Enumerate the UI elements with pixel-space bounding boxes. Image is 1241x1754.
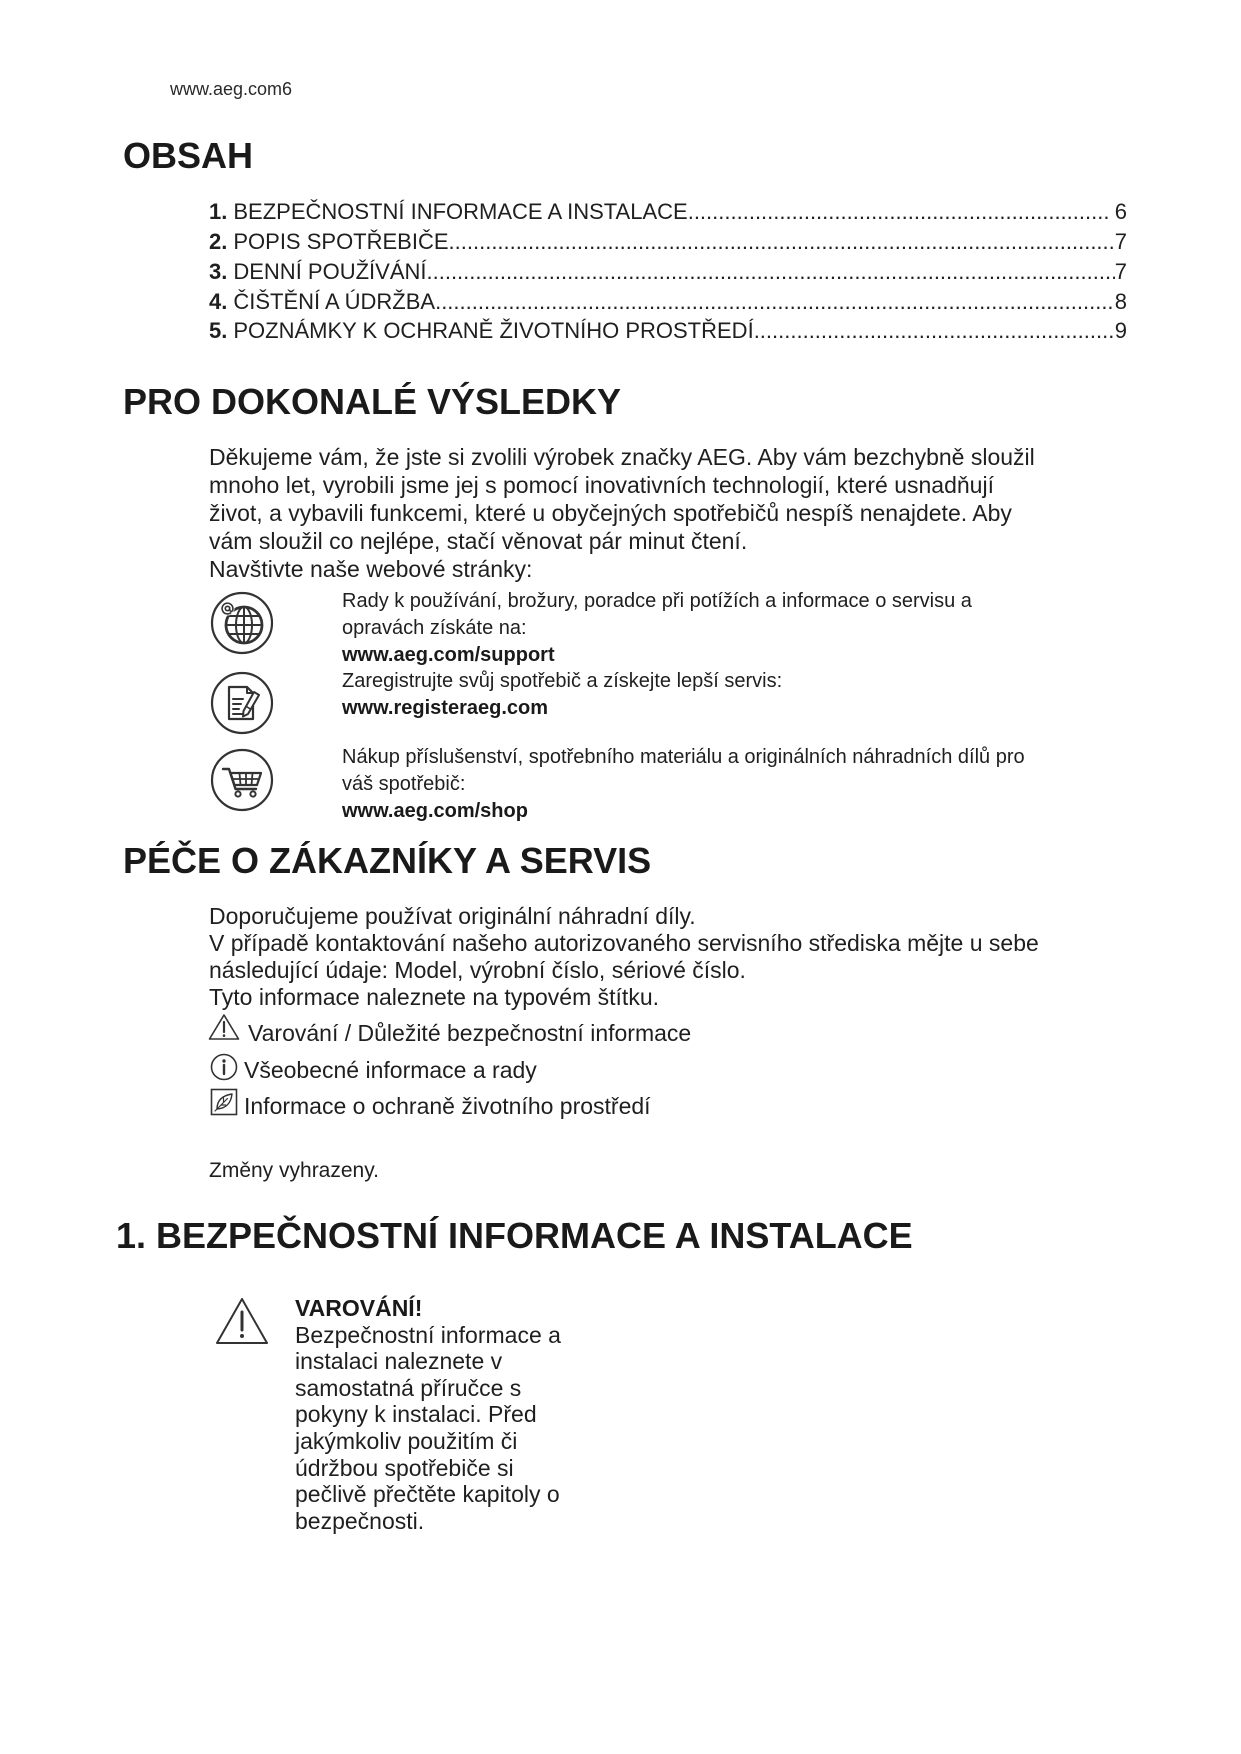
toc-item-page: 8 [1114, 289, 1127, 314]
care-text [209, 903, 1039, 1011]
registration-text-line: Zaregistrujte svůj spotřebič a získejte lepší servis: [342, 670, 783, 692]
table-of-contents [209, 197, 1127, 346]
intro-line: Děkujeme vám, že jste si zvolili výrobek značky AEG. Aby vám bezchybně sloužil [209, 444, 1035, 470]
shop-info [342, 744, 1025, 825]
care-line: Doporučujeme používat originální náhradní díly. [209, 903, 696, 929]
intro-line: mnoho let, vyrobili jsme jej s pomocí inovativních technologií, které usnadňují [209, 472, 994, 498]
toc-item-number: 5. [209, 318, 228, 343]
page-header [170, 78, 292, 100]
care-line: Tyto informace naleznete na typovém štítku. [209, 984, 660, 1010]
toc-item[interactable] [209, 197, 1127, 227]
toc-item-page: 7 [1114, 259, 1127, 284]
registration-icon [210, 671, 274, 735]
care-line: V případě kontaktování našeho autorizovaného servisního střediska mějte u sebe [209, 930, 1039, 956]
toc-item-number: 4. [209, 289, 228, 314]
shop-text-line: váš spotřebič: [342, 773, 466, 795]
changes-reserved-note: Změny vyhrazeny. [209, 1159, 379, 1182]
toc-item-page: 7 [1114, 229, 1127, 254]
toc-item[interactable] [209, 257, 1127, 287]
header-site[interactable]: www.aeg.com [170, 79, 283, 99]
toc-item-label: POPIS SPOTŘEBIČE [233, 229, 449, 254]
toc-dot-leader [427, 257, 1115, 287]
globe-icon [210, 591, 274, 655]
support-text-line: Rady k používání, brožury, poradce při potížích a informace o servisu a [342, 590, 972, 612]
toc-item[interactable] [209, 227, 1127, 257]
toc-dot-leader [688, 197, 1109, 227]
info-legend-text: Všeobecné informace a rady [244, 1057, 537, 1083]
intro-line: život, a vybavili funkcemi, které u obyčejných spotřebičů nespíš nenajdete. Aby [209, 500, 1012, 526]
shopping-cart-icon [210, 748, 274, 812]
warning-line: údržbou spotřebiče si [295, 1454, 514, 1481]
safety-title: 1. BEZPEČNOSTNÍ INFORMACE A INSTALACE [116, 1215, 913, 1256]
warning-line: samostatná příručce s [295, 1374, 522, 1401]
toc-dot-leader [435, 287, 1115, 317]
care-title: PÉČE O ZÁKAZNÍKY A SERVIS [123, 840, 652, 881]
warning-line: jakýmkoliv použitím či [295, 1427, 518, 1454]
care-line: následující údaje: Model, výrobní číslo, sériové číslo. [209, 957, 746, 983]
toc-title: OBSAH [123, 135, 254, 176]
intro-line: Navštivte naše webové stránky: [209, 556, 533, 582]
toc-item[interactable] [209, 316, 1127, 346]
results-intro [209, 443, 1035, 583]
toc-item-label: POZNÁMKY K OCHRANĚ ŽIVOTNÍHO PROSTŘEDÍ [233, 318, 754, 343]
support-info [342, 588, 972, 669]
warning-legend-text: Varování / Důležité bezpečnostní informace [248, 1020, 692, 1046]
warning-line: pokyny k instalaci. Před [295, 1401, 537, 1428]
header-page-number: 6 [282, 79, 293, 99]
registration-info [342, 668, 782, 722]
toc-item-number: 3. [209, 259, 228, 284]
toc-item-page: 9 [1114, 318, 1127, 343]
warning-triangle-icon [214, 1296, 270, 1346]
shop-text-line: Nákup příslušenství, spotřebního materiálu a originálních náhradních dílů pro [342, 746, 1025, 768]
toc-item-number: 2. [209, 229, 228, 254]
toc-item-label: ČIŠTĚNÍ A ÚDRŽBA [233, 289, 436, 314]
warning-heading: VAROVÁNÍ! [295, 1295, 423, 1321]
results-title: PRO DOKONALÉ VÝSLEDKY [123, 381, 622, 422]
toc-dot-leader [449, 227, 1115, 257]
toc-item[interactable] [209, 287, 1127, 316]
environment-legend-text: Informace o ochraně životního prostředí [244, 1093, 651, 1119]
toc-item-page: 6 [1114, 199, 1127, 224]
warning-line: pečlivě přečtěte kapitoly o [295, 1481, 560, 1508]
warning-line: instalaci naleznete v [295, 1348, 503, 1375]
warning-line: bezpečnosti. [295, 1507, 425, 1534]
shop-link[interactable]: www.aeg.com/shop [342, 800, 528, 822]
registration-link[interactable]: www.registeraeg.com [342, 697, 548, 719]
intro-line: vám sloužil co nejlépe, stačí věnovat pár minut čtení. [209, 528, 748, 554]
support-link[interactable]: www.aeg.com/support [342, 644, 555, 666]
warning-line: Bezpečnostní informace a [295, 1321, 561, 1348]
info-icon [210, 1053, 238, 1081]
environment-icon [210, 1088, 238, 1116]
toc-item-label: BEZPEČNOSTNÍ INFORMACE A INSTALACE [233, 199, 688, 224]
warning-icon [208, 1013, 240, 1041]
support-text-line: opravách získáte na: [342, 617, 527, 639]
toc-item-label: DENNÍ POUŽÍVÁNÍ [233, 259, 427, 284]
safety-warning [295, 1295, 561, 1534]
toc-dot-leader [754, 316, 1115, 346]
toc-item-number: 1. [209, 199, 228, 224]
